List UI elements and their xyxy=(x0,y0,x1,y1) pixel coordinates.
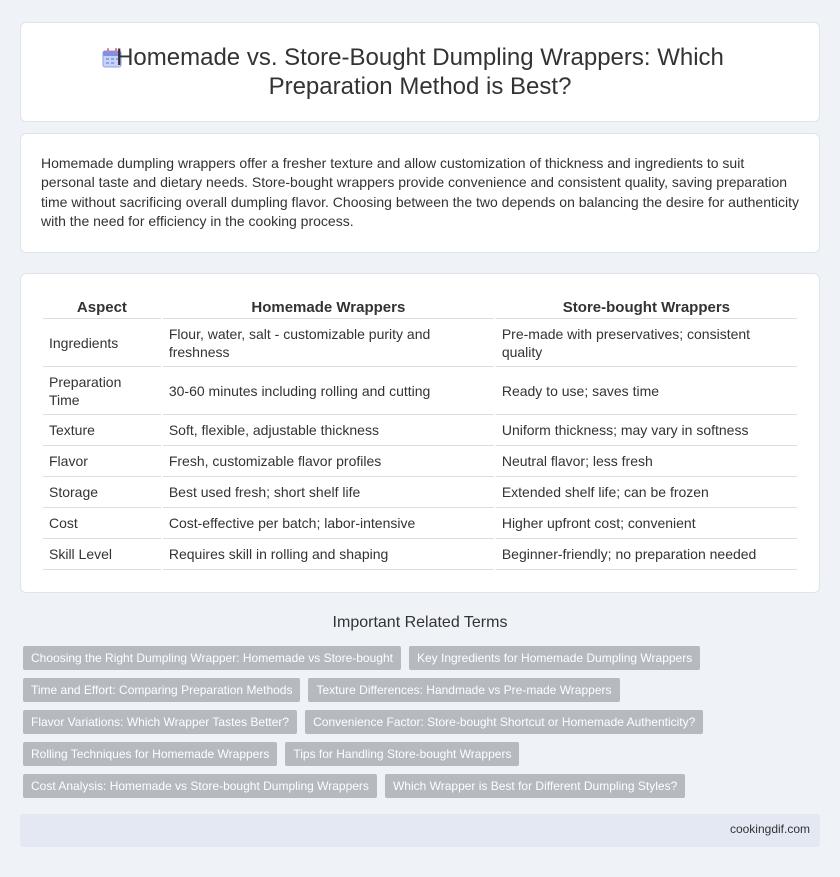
table-cell: 30-60 minutes including rolling and cutting xyxy=(163,367,494,415)
header-aspect: Aspect xyxy=(43,294,161,319)
summary-text: Homemade dumpling wrappers offer a fresher texture and allow customization of thickness and ingredients to suit personal taste and dietary needs. Store-bought wrappers provide convenience and consistent quality, saving preparation time without sacrificing overall dumpling flavor. Choosing between the two depends on balancing the desire for authenticity with the need for efficiency in the cooking process. xyxy=(41,155,799,230)
table-row xyxy=(43,415,797,446)
related-term-tag[interactable]: Which Wrapper is Best for Different Dumpling Styles? xyxy=(385,774,685,798)
related-terms-heading: Important Related Terms xyxy=(332,614,508,631)
table-row xyxy=(43,477,797,508)
table-cell: Soft, flexible, adjustable thickness xyxy=(163,415,494,446)
related-term-tag[interactable]: Tips for Handling Store-bought Wrappers xyxy=(285,742,519,766)
table-row xyxy=(43,367,797,415)
title-card xyxy=(20,22,820,122)
page-title-line-1: Homemade vs. Store-Bought Dumpling Wrappers: Which xyxy=(116,44,724,71)
table-cell: Ingredients xyxy=(43,319,161,367)
related-term-tag[interactable]: Cost Analysis: Homemade vs Store-bought Dumpling Wrappers xyxy=(23,774,377,798)
table-cell: Uniform thickness; may vary in softness xyxy=(496,415,797,446)
table-cell: Best used fresh; short shelf life xyxy=(163,477,494,508)
related-term-tag[interactable]: Flavor Variations: Which Wrapper Tastes Better? xyxy=(23,710,297,734)
table-cell: Ready to use; saves time xyxy=(496,367,797,415)
summary-card xyxy=(20,133,820,253)
table-cell: Storage xyxy=(43,477,161,508)
page-title xyxy=(21,43,819,101)
table-cell: Requires skill in rolling and shaping xyxy=(163,539,494,570)
table-cell: Flavor xyxy=(43,446,161,477)
table-cell: Texture xyxy=(43,415,161,446)
table-cell: Pre-made with preservatives; consistent quality xyxy=(496,319,797,367)
page-title-line-2: Preparation Method is Best? xyxy=(268,73,572,100)
related-term-tag[interactable]: Convenience Factor: Store-bought Shortcut or Homemade Authenticity? xyxy=(305,710,703,734)
footer xyxy=(20,814,820,847)
related-terms-list xyxy=(23,646,823,806)
table-cell: Beginner-friendly; no preparation needed xyxy=(496,539,797,570)
table-cell: Extended shelf life; can be frozen xyxy=(496,477,797,508)
table-row xyxy=(43,508,797,539)
footer-site-link[interactable]: cookingdif.com xyxy=(729,822,810,836)
related-term-tag[interactable]: Choosing the Right Dumpling Wrapper: Homemade vs Store-bought xyxy=(23,646,401,670)
related-term-tag[interactable]: Rolling Techniques for Homemade Wrappers xyxy=(23,742,277,766)
related-term-tag[interactable]: Texture Differences: Handmade vs Pre-made Wrappers xyxy=(308,678,619,702)
table-row xyxy=(43,319,797,367)
table-cell: Higher upfront cost; convenient xyxy=(496,508,797,539)
table-cell: Skill Level xyxy=(43,539,161,570)
table-cell: Preparation Time xyxy=(43,367,161,415)
table-row xyxy=(43,446,797,477)
related-term-tag[interactable]: Key Ingredients for Homemade Dumpling Wrappers xyxy=(409,646,700,670)
related-term-tag[interactable]: Time and Effort: Comparing Preparation Methods xyxy=(23,678,300,702)
table-cell: Cost-effective per batch; labor-intensive xyxy=(163,508,494,539)
table-header-row xyxy=(43,294,797,319)
comparison-table xyxy=(41,294,799,570)
header-store-bought: Store-bought Wrappers xyxy=(496,294,797,319)
table-row xyxy=(43,539,797,570)
table-cell: Cost xyxy=(43,508,161,539)
header-homemade: Homemade Wrappers xyxy=(163,294,494,319)
table-cell: Flour, water, salt - customizable purity and freshness xyxy=(163,319,494,367)
comparison-table-card xyxy=(20,273,820,593)
table-cell: Fresh, customizable flavor profiles xyxy=(163,446,494,477)
table-cell: Neutral flavor; less fresh xyxy=(496,446,797,477)
